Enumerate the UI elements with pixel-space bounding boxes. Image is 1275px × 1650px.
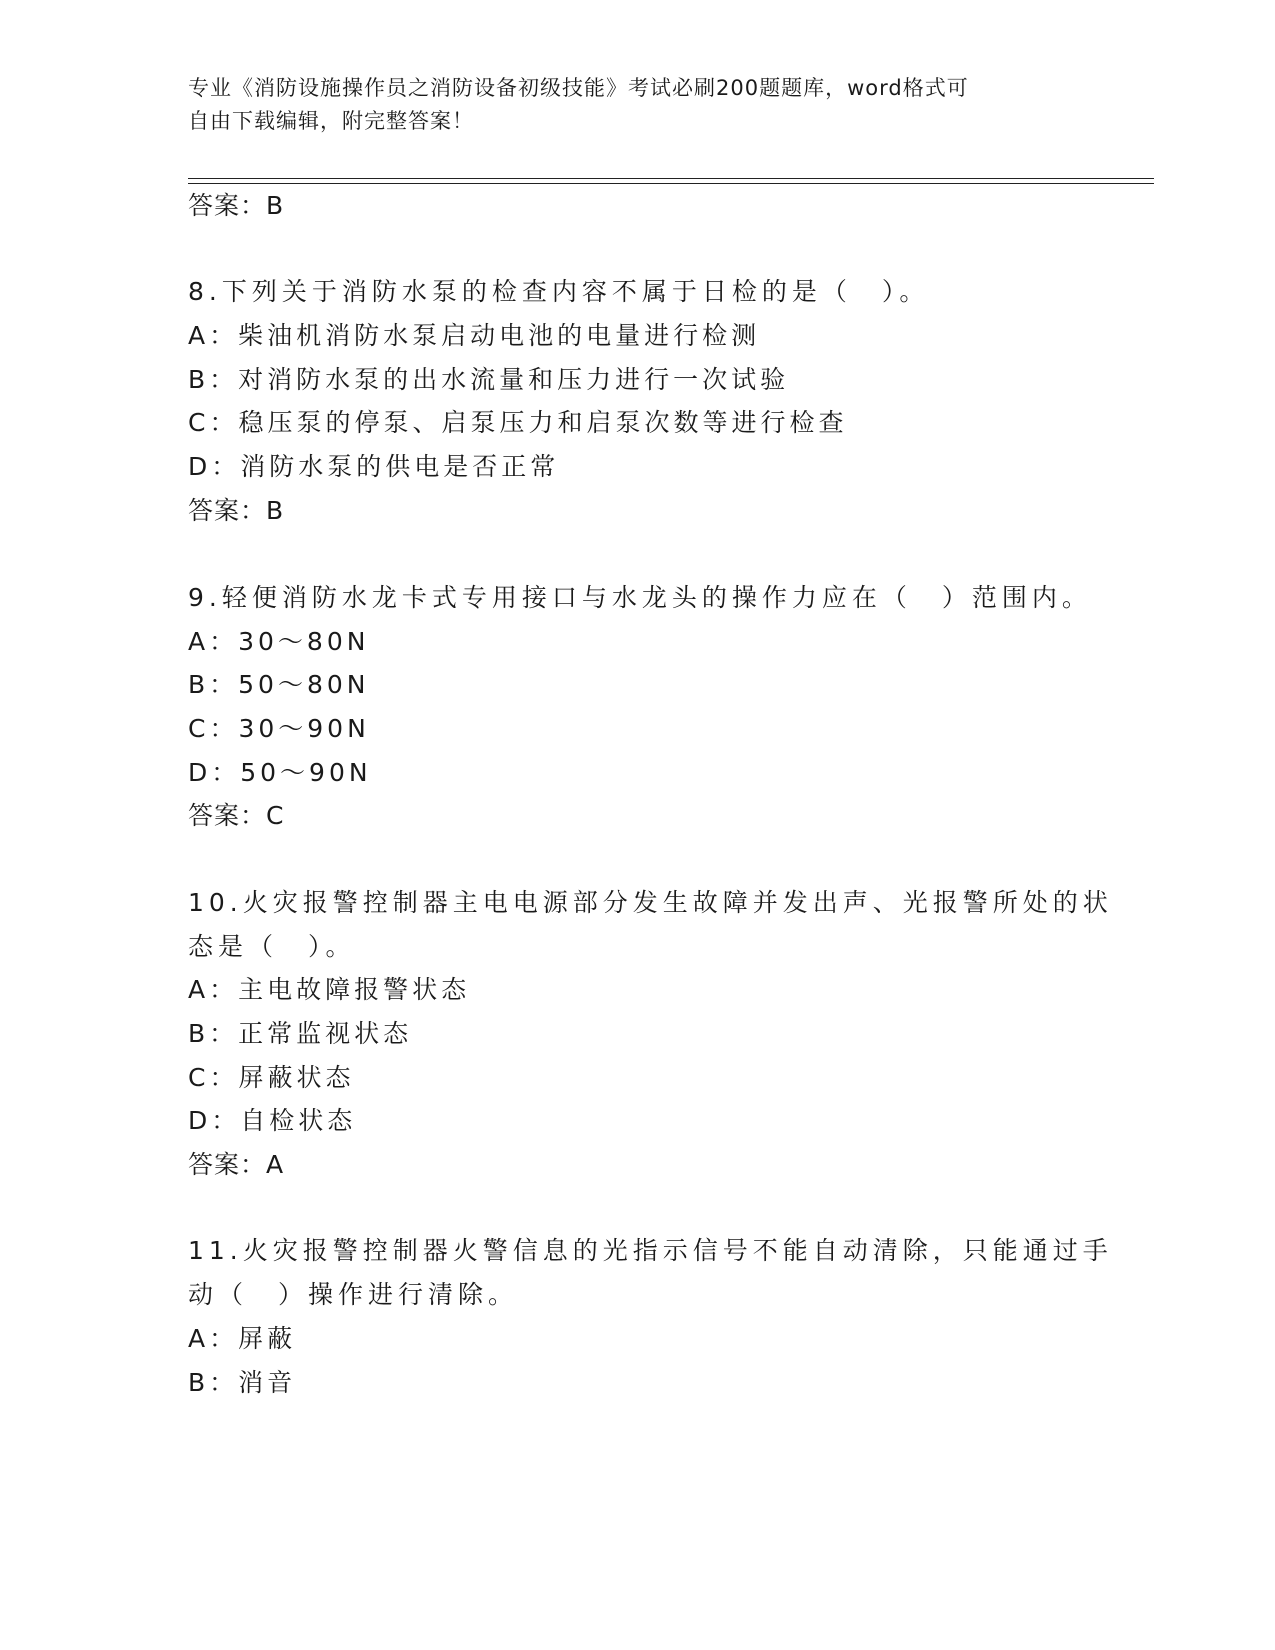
header-line-1: 专业《消防设施操作员之消防设备初级技能》考试必刷200题题库，word格式可	[188, 76, 969, 100]
option-line: C：屏蔽状态	[188, 1063, 355, 1092]
answer-line: 答案：B	[188, 496, 285, 525]
option-line: D：消防水泵的供电是否正常	[188, 452, 560, 481]
question-line: 8.下列关于消防水泵的检查内容不属于日检的是（ ）。	[188, 277, 930, 306]
option-line: A：柴油机消防水泵启动电池的电量进行检测	[188, 321, 761, 350]
question-line: 10.火灾报警控制器主电电源部分发生故障并发出声、光报警所处的状	[188, 888, 1113, 917]
header-divider-bottom	[188, 183, 1154, 184]
option-line: A：30～80N	[188, 627, 370, 656]
option-line: D：50～90N	[188, 758, 372, 787]
question-line: 态是（ ）。	[188, 932, 356, 961]
question-line: 9.轻便消防水龙卡式专用接口与水龙头的操作力应在（ ）范围内。	[188, 583, 1092, 612]
question-line: 11.火灾报警控制器火警信息的光指示信号不能自动清除，只能通过手	[188, 1236, 1113, 1265]
option-line: A：主电故障报警状态	[188, 975, 471, 1004]
option-line: A：屏蔽	[188, 1324, 297, 1353]
answer-line: 答案：A	[188, 1150, 285, 1179]
header-line-2: 自由下载编辑，附完整答案！	[188, 109, 474, 133]
option-line: B：消音	[188, 1368, 297, 1397]
question-line: 动（ ）操作进行清除。	[188, 1280, 519, 1309]
option-line: B：对消防水泵的出水流量和压力进行一次试验	[188, 365, 790, 394]
option-line: C：30～90N	[188, 714, 370, 743]
answer-line: 答案：B	[188, 191, 285, 220]
document-header	[188, 72, 1068, 138]
header-divider-top	[188, 178, 1154, 179]
option-line: C：稳压泵的停泵、启泵压力和启泵次数等进行检查	[188, 408, 848, 437]
answer-line: 答案：C	[188, 801, 285, 830]
option-line: B：50～80N	[188, 670, 370, 699]
option-line: D：自检状态	[188, 1106, 357, 1135]
option-line: B：正常监视状态	[188, 1019, 413, 1048]
